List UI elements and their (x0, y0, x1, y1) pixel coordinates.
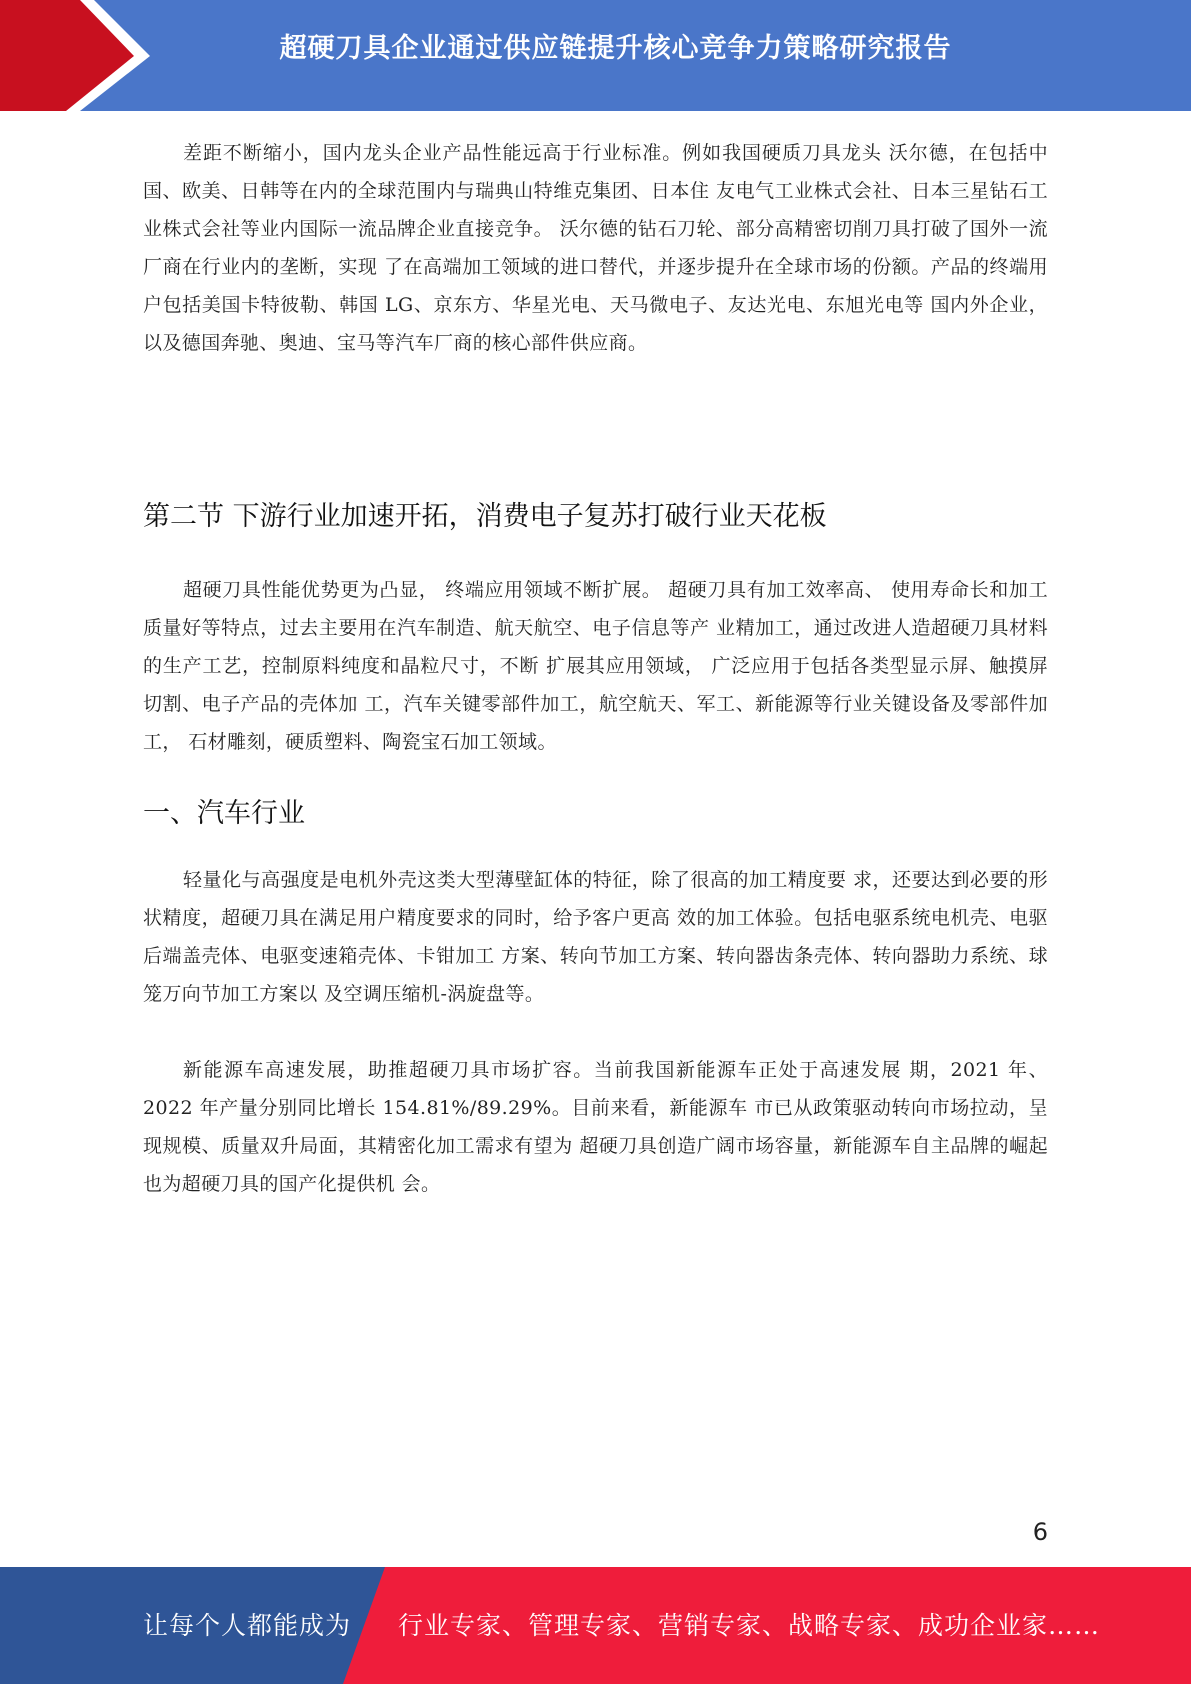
page-number: 6 (1032, 1518, 1048, 1546)
body-paragraph: 超硬刀具性能优势更为凸显， 终端应用领域不断扩展。 超硬刀具有加工效率高、 使用寿命长和加工质量好等特点，过去主要用在汽车制造、航天航空、电子信息等产 业精加工，通过改进人造超硬刀具材料的生产工艺，控制原料纯度和晶粒尺寸，不断 扩展其应用领域， 广泛应用于包括各类型显示屏、触摸屏切割、电子产品的壳体加 工，汽车关键零部件加工，航空航天、军工、新能源等行业关键设备及零部件加工， 石材雕刻，硬质塑料、陶瓷宝石加工领域。 (143, 579, 1048, 753)
report-title: 超硬刀具企业通过供应链提升核心竞争力策略研究报告 (279, 33, 952, 64)
body-paragraph: 新能源车高速发展，助推超硬刀具市场扩容。当前我国新能源车正处于高速发展 期，2021 年、2022 年产量分别同比增长 154.81%/89.29%。目前来看，新能源车 市已从政策驱动转向市场拉动，呈现规模、质量双升局面，其精密化加工需求有望为 超硬刀具创造广阔市场容量，新能源车自主品牌的崛起也为超硬刀具的国产化提供机 会。 (143, 1059, 1048, 1195)
footer-slogan-right: 行业专家、管理专家、营销专家、战略专家、成功企业家…… (398, 1611, 1101, 1640)
page-footer (0, 1567, 1191, 1684)
body-paragraph: 轻量化与高强度是电机外壳这类大型薄壁缸体的特征，除了很高的加工精度要 求，还要达到必要的形状精度，超硬刀具在满足用户精度要求的同时，给予客户更高 效的加工体验。包括电驱系统电机壳、电驱后端盖壳体、电驱变速箱壳体、卡钳加工 方案、转向节加工方案、转向器齿条壳体、转向器助力系统、球笼万向节加工方案以 及空调压缩机-涡旋盘等。 (143, 869, 1048, 1005)
body-paragraph: 差距不断缩小，国内龙头企业产品性能远高于行业标准。例如我国硬质刀具龙头 沃尔德，在包括中国、欧美、日韩等在内的全球范围内与瑞典山特维克集团、日本住 友电气工业株式会社、日本三星钻石工业株式会社等业内国际一流品牌企业直接竞争。 沃尔德的钻石刀轮、部分高精密切削刀具打破了国外一流厂商在行业内的垄断，实现 了在高端加工领域的进口替代，并逐步提升在全球市场的份额。产品的终端用户包括美国卡特彼勒、韩国 LG、京东方、华星光电、天马微电子、友达光电、东旭光电等 国内外企业，以及德国奔驰、奥迪、宝马等汽车厂商的核心部件供应商。 (143, 142, 1048, 354)
page-header (0, 0, 1191, 111)
sub-heading: 一、汽车行业 (143, 798, 305, 829)
section-heading: 第二节 下游行业加速开拓，消费电子复苏打破行业天花板 (143, 501, 827, 532)
footer-slogan-left: 让每个人都能成为 (143, 1611, 352, 1640)
